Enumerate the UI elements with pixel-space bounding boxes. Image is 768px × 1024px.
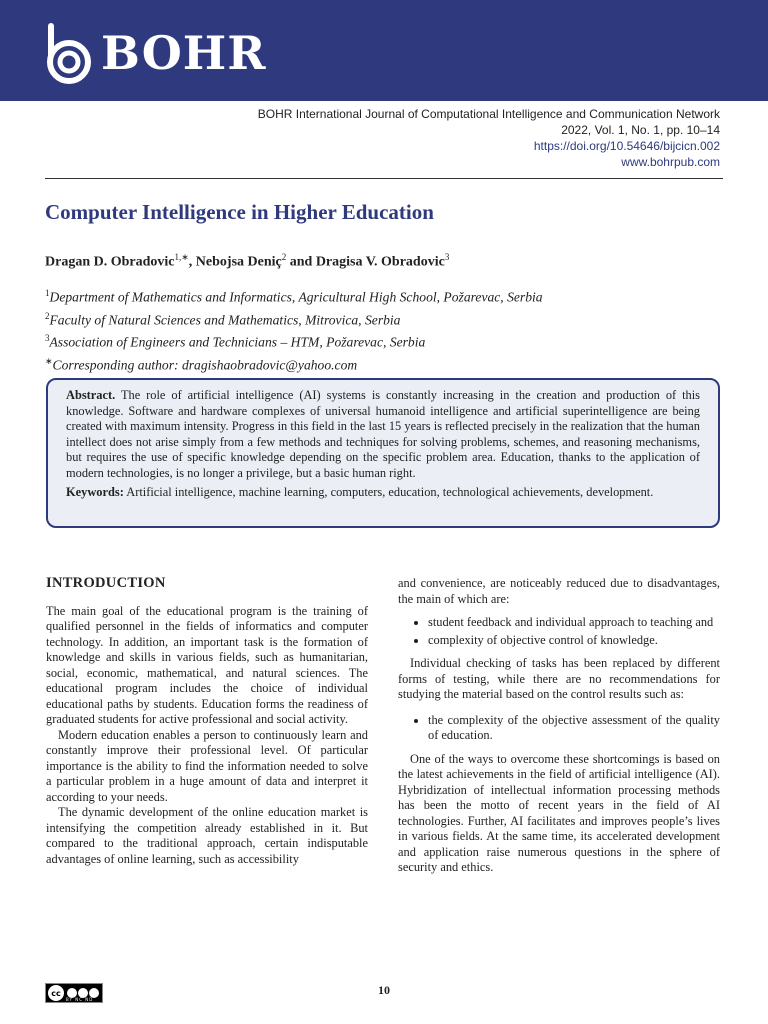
left-column bbox=[46, 576, 368, 867]
brand-name: BOHR bbox=[101, 26, 267, 80]
affiliations bbox=[45, 284, 543, 374]
affiliation-text: Association of Engineers and Technicians – HTM, Požarevac, Serbia bbox=[49, 334, 426, 350]
bohr-logo-icon bbox=[45, 20, 97, 86]
license-label: BY NC ND bbox=[66, 997, 94, 1002]
journal-name: BOHR International Journal of Computational Intelligence and Communication Network bbox=[257, 107, 720, 121]
affiliation bbox=[45, 329, 543, 352]
body-paragraph: The dynamic development of the online education market is intensifying the competition already established in it. But compared to the traditional approach, certain indisputable advantages of online learning, such as accessibility bbox=[46, 805, 368, 866]
body-paragraph: One of the ways to overcome these shortcomings is based on the latest achievements in the field of artificial intelligence (AI). Hybridization of intellectual information processing methods has been the motto of recent years in the field of AI technologies. Further, AI facilitates and improves people’s lives in various fields. At the same time, its accelerated development and application raise numerous questions in the sphere of security and ethics. bbox=[398, 751, 720, 874]
section-heading: INTRODUCTION bbox=[46, 575, 166, 591]
body-paragraph: Modern education enables a person to continuously learn and constantly improve their professional level. Of particular importance is the ability to find the information needed to solve a particular problem in a huge amount of data and interpret it according to your needs. bbox=[46, 727, 368, 804]
website-link[interactable]: www.bohrpub.com bbox=[621, 155, 720, 169]
bohr-logo[interactable] bbox=[45, 20, 267, 86]
author-sup: 2 bbox=[281, 252, 287, 262]
list-item: • complexity of objective control of knowledge. bbox=[428, 633, 720, 649]
body-paragraph: Individual checking of tasks has been replaced by different forms of testing, while there are no recommendations for studying the material based on the control results such as: bbox=[398, 656, 720, 701]
abstract-paragraph bbox=[66, 388, 700, 481]
page-number: 10 bbox=[378, 983, 390, 997]
affiliation-mark: 2 bbox=[45, 310, 50, 321]
author-sup: 3 bbox=[444, 252, 450, 262]
author-separator: , bbox=[188, 254, 196, 270]
issue-info: 2022, Vol. 1, No. 1, pp. 10–14 bbox=[561, 123, 720, 137]
author-name: Dragisa V. Obradovic bbox=[315, 254, 445, 270]
corresponding-author bbox=[45, 352, 543, 375]
journal-info bbox=[258, 106, 720, 170]
affiliation bbox=[45, 284, 543, 307]
keywords-paragraph bbox=[66, 485, 700, 501]
keywords-label: Keywords: bbox=[66, 485, 124, 499]
list-item: • the complexity of the objective assessment of the quality of education. bbox=[428, 713, 720, 744]
affiliation-text: Corresponding author: dragishaobradovic@yahoo.com bbox=[52, 357, 358, 373]
body-paragraph: The main goal of the educational program is the training of qualified personnel in the fields of informatics and computer technology. In addition, an important task is the formation of knowledge and skills in various fields, such as humanitarian, social, economic, mathematical, and natural sciences. The educational program includes the choice of individual educational paths by students. Education forms the readiness of graduated students for active professional and social activity. bbox=[46, 603, 368, 726]
cc-icon: cc bbox=[48, 985, 64, 1001]
author-separator: and bbox=[286, 254, 316, 270]
author-list bbox=[45, 252, 449, 271]
abstract-label: Abstract. bbox=[66, 388, 116, 402]
body-paragraph: and convenience, are noticeably reduced due to disadvantages, the main of which are: bbox=[398, 576, 720, 606]
author-name: Nebojsa Deniç bbox=[195, 254, 282, 270]
abstract-text: The role of artificial intelligence (AI) systems is constantly increasing in the creation and production of this knowledge. Software and hardware complexes of universal humanoid intelligence and artificial superintelligence are being created with maximum intensity. Progress in this field in the last 15 years is reflected precisely in the realization that the human intellect does not arise simply from a few methods and techniques for solving problems, schemes, and reasoning mechanisms, but requires the use of specific knowledge depending on the specific problem area. Education, thanks to the application of modern technologies, is no longer a privilege, but a basic human right. bbox=[66, 388, 700, 480]
affiliation-text: Department of Mathematics and Informatics, Agricultural High School, Požarevac, Serbia bbox=[49, 289, 543, 305]
article-title: Computer Intelligence in Higher Education bbox=[45, 200, 434, 224]
doi-link[interactable]: https://doi.org/10.54646/bijcicn.002 bbox=[533, 139, 720, 153]
author-name: Dragan D. Obradovic bbox=[45, 254, 175, 270]
affiliation bbox=[45, 307, 543, 330]
right-column bbox=[398, 576, 720, 876]
bullet-list bbox=[398, 713, 720, 744]
header-banner bbox=[0, 0, 768, 101]
affiliation-mark: ∗ bbox=[45, 355, 53, 366]
affiliation-mark: 3 bbox=[45, 333, 50, 344]
bullet-list bbox=[398, 615, 720, 648]
affiliation-mark: 1 bbox=[45, 288, 50, 298]
list-item: • student feedback and individual approach to teaching and bbox=[428, 615, 720, 631]
keywords-text: Artificial intelligence, machine learning, computers, education, technological achievements, development. bbox=[126, 485, 654, 499]
header-divider bbox=[45, 178, 723, 179]
affiliation-text: Faculty of Natural Sciences and Mathematics, Mitrovica, Serbia bbox=[49, 312, 401, 328]
author-sup: 1,∗ bbox=[174, 252, 189, 262]
abstract-box bbox=[46, 378, 720, 528]
